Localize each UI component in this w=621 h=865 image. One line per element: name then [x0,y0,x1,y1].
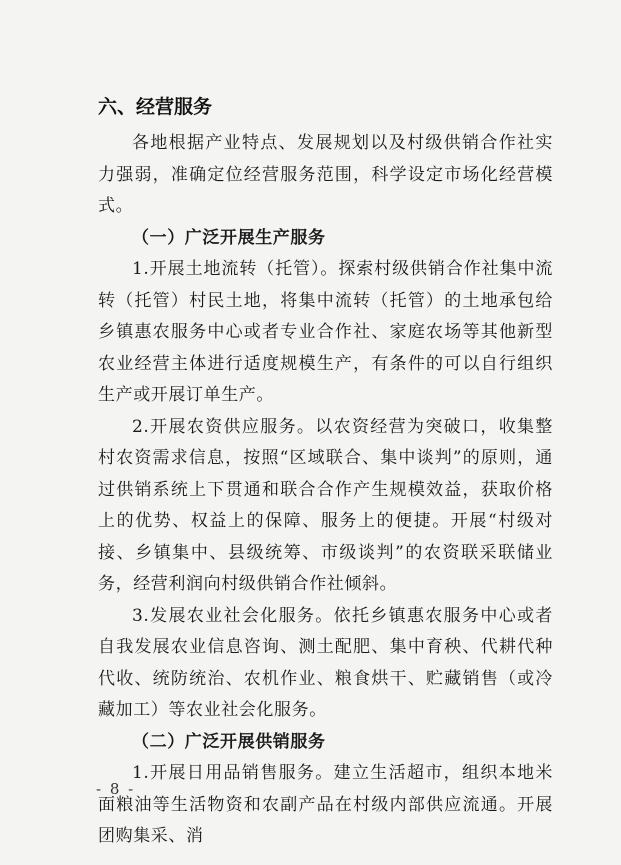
subheading-production: （一）广泛开展生产服务 [132,227,326,248]
document-body [98,92,553,853]
subheading-supply-marketing: （二）广泛开展供销服务 [132,731,326,752]
paragraph-daily-goods: 1.开展日用品销售服务。建立生活超市，组织本地米面粮油等生活物资和农副产品在村级内部供应流通。开展团购集采、消 [98,763,553,846]
paragraph-agri-supply: 2.开展农资供应服务。以农资经营为突破口，收集整村农资需求信息，按照“区域联合、集中谈判”的原则，通过供销系统上下贯通和联合合作产生规模效益，获取价格上的优势、权益上的保障、服务上的便捷。开展“村级对接、乡镇集中、县级统筹、市级谈判”的农资联采联储业务，经营利润向村级供销合作社倾斜。 [98,416,553,594]
paragraph-land-transfer: 1.开展土地流转（托管）。探索村级供销合作社集中流转（托管）村民土地，将集中流转（托管）的土地承包给乡镇惠农服务中心或者专业合作社、家庭农场等其他新型农业经营主体进行适度规模生产，有条件的可以自行组织生产或开展订单生产。 [98,259,553,405]
page-number: - 8 - [96,780,136,798]
paragraph-intro: 各地根据产业特点、发展规划以及村级供销合作社实力强弱，准确定位经营服务范围，科学设定市场化经营模式。 [98,133,553,216]
section-title: 六、经营服务 [98,96,213,118]
paragraph-socialized-service: 3.发展农业社会化服务。依托乡镇惠农服务中心或者自我发展农业信息咨询、测土配肥、集中育秧、代耕代种代收、统防统治、农机作业、粮食烘干、贮藏销售（或冷藏加工）等农业社会化服务。 [98,605,553,720]
